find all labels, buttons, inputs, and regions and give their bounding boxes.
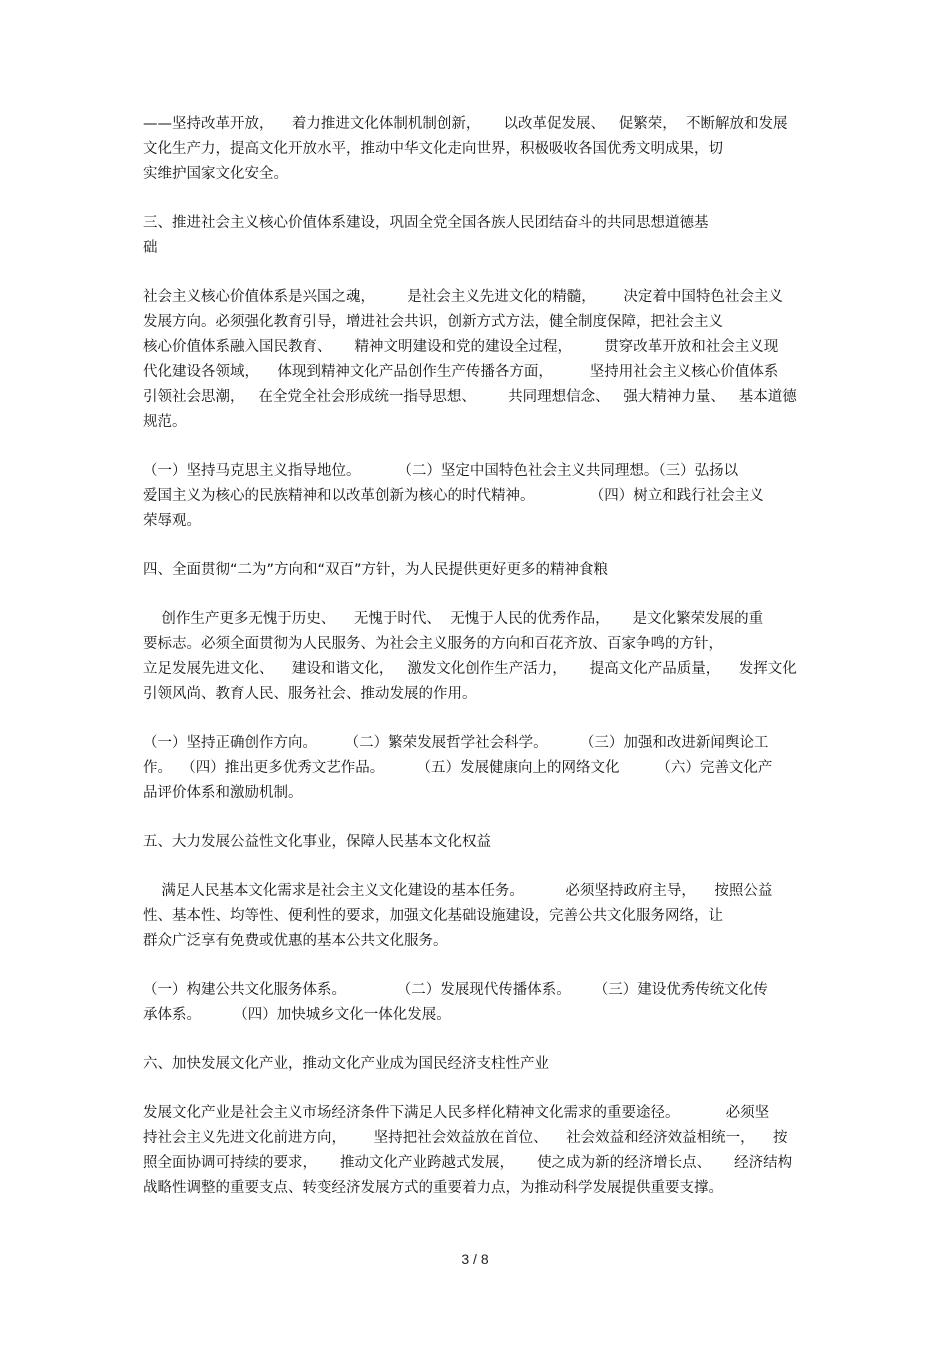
- text-line: 规范。: [143, 414, 187, 430]
- text-line: 承体系。 （四）加快城乡文化一体化发展。: [143, 1007, 451, 1023]
- text-line: 引领风尚、教育人民、服务社会、推动发展的作用。: [143, 686, 477, 702]
- text-line: （一）坚持马克思主义指导地位。 （二）坚定中国特色社会主义共同理想。（三）弘扬以: [143, 463, 739, 479]
- document-body: [143, 112, 808, 1201]
- paragraph-creative-items: [143, 731, 808, 806]
- heading-line: 础: [143, 240, 158, 256]
- heading-line: 四、全面贯彻“二为”方向和“双百”方针，为人民提供更好更多的精神食粮: [143, 562, 609, 578]
- text-line: 荣辱观。: [143, 513, 201, 529]
- text-line: 发展方向。必须强化教育引导，增进社会共识，创新方式方法，健全制度保障，把社会主义: [143, 314, 723, 330]
- text-line: 战略性调整的重要支点、转变经济发展方式的重要着力点，为推动科学发展提供重要支撑。: [143, 1180, 723, 1196]
- text-line: （一）坚持正确创作方向。 （二）繁荣发展哲学社会科学。 （三）加强和改进新闻舆论工: [143, 735, 769, 751]
- text-line: 作。 （四）推出更多优秀文艺作品。 （五）发展健康向上的网络文化 （六）完善文化产: [143, 760, 773, 776]
- text-line: 核心价值体系融入国民教育、 精神文明建设和党的建设全过程， 贯穿改革开放和社会主义现: [143, 339, 779, 355]
- text-line: 文化生产力，提高文化开放水平，推动中华文化走向世界，积极吸收各国优秀文明成果，切: [143, 141, 723, 157]
- text-line: 要标志。必须全面贯彻为人民服务、为社会主义服务的方向和百花齐放、百家争鸣的方针，: [143, 636, 723, 652]
- text-line: 持社会主义先进文化前进方向， 坚持把社会效益放在首位、 社会效益和经济效益相统一， 按: [143, 1130, 788, 1146]
- text-line: 实维护国家文化安全。: [143, 166, 288, 182]
- text-line: 代化建设各领域， 体现到精神文化产品创作生产传播各方面， 坚持用社会主义核心价值体系: [143, 364, 779, 380]
- text-line: 性、基本性、均等性、便利性的要求，加强文化基础设施建设，完善公共文化服务网络，让: [143, 908, 723, 924]
- text-line: ——坚持改革开放， 着力推进文化体制机制创新， 以改革促发展、 促繁荣， 不断解放和发展: [143, 116, 788, 132]
- section-heading-5: [143, 830, 808, 855]
- page-number: 3 / 8: [461, 1251, 489, 1267]
- text-line: 爱国主义为核心的民族精神和以改革创新为核心的时代精神。 （四）树立和践行社会主义: [143, 488, 764, 504]
- text-line: 照全面协调可持续的要求， 推动文化产业跨越式发展， 使之成为新的经济增长点、 经济结构: [143, 1155, 793, 1171]
- section-heading-4: [143, 558, 808, 583]
- text-line: 品评价体系和激励机制。: [143, 785, 303, 801]
- text-line: 群众广泛享有免费或优惠的基本公共文化服务。: [143, 933, 448, 949]
- section-heading-6: [143, 1052, 808, 1077]
- text-line: 引领社会思潮， 在全党全社会形成统一指导思想、 共同理想信念、 强大精神力量、 基本道德: [143, 389, 797, 405]
- heading-line: 六、加快发展文化产业，推动文化产业成为国民经济支柱性产业: [143, 1056, 549, 1072]
- text-line: 社会主义核心价值体系是兴国之魂， 是社会主义先进文化的精髓， 决定着中国特色社会主义: [143, 289, 783, 305]
- paragraph-reform-opening: [143, 112, 808, 187]
- paragraph-creative-works: [143, 607, 808, 707]
- paragraph-cultural-industry: [143, 1101, 808, 1201]
- text-line: 满足人民基本文化需求是社会主义文化建设的基本任务。 必须坚持政府主导， 按照公益: [143, 883, 773, 899]
- paragraph-core-values-items: [143, 459, 808, 534]
- section-heading-3: [143, 211, 808, 261]
- text-line: 发展文化产业是社会主义市场经济条件下满足人民多样化精神文化需求的重要途径。 必须坚: [143, 1105, 770, 1121]
- heading-line: 五、大力发展公益性文化事业，保障人民基本文化权益: [143, 834, 491, 850]
- paragraph-public-culture-items: [143, 978, 808, 1028]
- text-line: （一）构建公共文化服务体系。 （二）发展现代传播体系。 （三）建设优秀传统文化传: [143, 982, 768, 998]
- paragraph-core-values: [143, 285, 808, 435]
- text-line: 立足发展先进文化、 建设和谐文化， 激发文化创作生产活力， 提高文化产品质量， 发挥文化: [143, 661, 797, 677]
- paragraph-public-culture: [143, 879, 808, 954]
- text-line: 创作生产更多无愧于历史、 无愧于时代、 无愧于人民的优秀作品， 是文化繁荣发展的重: [143, 611, 764, 627]
- heading-line: 三、推进社会主义核心价值体系建设，巩固全党全国各族人民团结奋斗的共同思想道德基: [143, 215, 709, 231]
